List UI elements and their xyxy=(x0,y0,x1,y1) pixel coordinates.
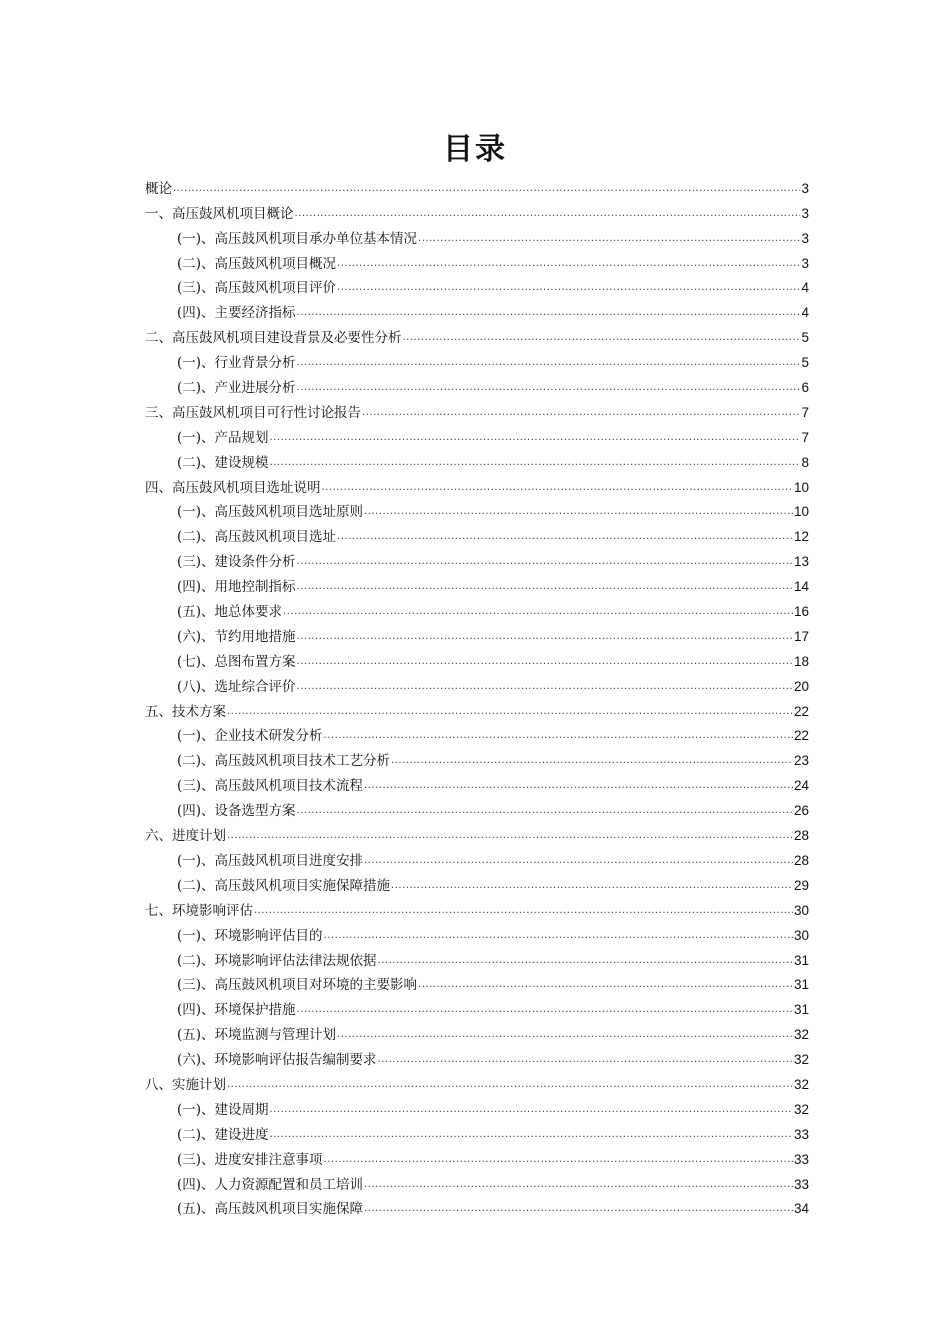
toc-entry[interactable] xyxy=(145,820,809,845)
toc-dot-leader xyxy=(364,854,793,868)
toc-entry-page-number: 33 xyxy=(793,1126,809,1142)
toc-entry-label: (四)、用地控制指标 xyxy=(177,579,296,596)
toc-entry-label: 五、技术方案 xyxy=(145,703,226,720)
toc-entry[interactable] xyxy=(145,970,809,995)
toc-entry-label: (二)、建设规模 xyxy=(177,454,269,471)
toc-entry[interactable] xyxy=(145,696,809,721)
toc-entry-label: (一)、企业技术研发分析 xyxy=(177,728,323,745)
toc-entry-label: (三)、进度安排注意事项 xyxy=(177,1151,323,1168)
toc-dot-leader xyxy=(322,481,793,495)
toc-dot-leader xyxy=(364,505,793,519)
toc-entry[interactable] xyxy=(145,372,809,397)
toc-entry[interactable] xyxy=(145,895,809,920)
toc-dot-leader xyxy=(418,232,800,246)
toc-dot-leader xyxy=(297,580,793,594)
toc-dot-leader xyxy=(403,331,801,345)
toc-dot-leader xyxy=(297,680,793,694)
toc-entry-page-number: 16 xyxy=(793,604,809,620)
toc-entry-label: (五)、环境监测与管理计划 xyxy=(177,1027,337,1044)
toc-entry[interactable] xyxy=(145,248,809,273)
toc-entry-label: (一)、建设周期 xyxy=(177,1101,269,1118)
toc-entry-page-number: 32 xyxy=(793,1101,809,1117)
toc-entry-page-number: 31 xyxy=(793,952,809,968)
toc-dot-leader xyxy=(391,879,793,893)
toc-entry-label: (一)、高压鼓风机项目承办单位基本情况 xyxy=(177,230,418,247)
toc-dot-leader xyxy=(337,281,800,295)
toc-entry-label: (四)、设备选型方案 xyxy=(177,803,296,820)
toc-entry-page-number: 3 xyxy=(801,230,809,246)
toc-entry-page-number: 32 xyxy=(793,1076,809,1092)
toc-entry-page-number: 32 xyxy=(793,1052,809,1068)
toc-entry-label: (二)、高压鼓风机项目选址 xyxy=(177,529,337,546)
toc-entry-page-number: 26 xyxy=(793,803,809,819)
toc-entry[interactable] xyxy=(145,621,809,646)
toc-entry-page-number: 18 xyxy=(793,653,809,669)
toc-entry[interactable] xyxy=(145,1169,809,1194)
toc-entry-label: (四)、主要经济指标 xyxy=(177,305,296,322)
toc-entry-label: (三)、高压鼓风机项目技术流程 xyxy=(177,778,364,795)
toc-dot-leader xyxy=(378,954,793,968)
toc-entry-label: (一)、行业背景分析 xyxy=(177,355,296,372)
toc-entry[interactable] xyxy=(145,297,809,322)
toc-entry-page-number: 28 xyxy=(793,828,809,844)
toc-dot-leader xyxy=(364,1178,793,1192)
toc-entry-label: (二)、高压鼓风机项目实施保障措施 xyxy=(177,877,391,894)
toc-entry[interactable] xyxy=(145,646,809,671)
toc-dot-leader xyxy=(337,257,800,271)
toc-entry-label: (六)、环境影响评估报告编制要求 xyxy=(177,1052,377,1069)
toc-entry-page-number: 24 xyxy=(793,778,809,794)
toc-entry-page-number: 5 xyxy=(801,355,809,371)
toc-entry-label: (五)、高压鼓风机项目实施保障 xyxy=(177,1201,364,1218)
toc-entry-label: (二)、高压鼓风机项目概况 xyxy=(177,255,337,272)
toc-entry[interactable] xyxy=(145,845,809,870)
toc-entry-page-number: 14 xyxy=(793,579,809,595)
toc-dot-leader xyxy=(324,729,793,743)
toc-entry-label: 一、高压鼓风机项目概论 xyxy=(145,205,294,222)
toc-dot-leader xyxy=(227,1078,793,1092)
toc-dot-leader xyxy=(297,356,801,370)
toc-entry-label: (一)、产品规划 xyxy=(177,429,269,446)
toc-entry[interactable] xyxy=(145,1194,809,1219)
toc-dot-leader xyxy=(324,1153,793,1167)
toc-dot-leader xyxy=(362,406,800,420)
toc-entry-label: 三、高压鼓风机项目可行性讨论报告 xyxy=(145,404,361,421)
toc-entry[interactable] xyxy=(145,1069,809,1094)
toc-entry[interactable] xyxy=(145,198,809,223)
toc-entry-label: 六、进度计划 xyxy=(145,828,226,845)
toc-entry-page-number: 33 xyxy=(793,1151,809,1167)
toc-entry[interactable] xyxy=(145,945,809,970)
toc-entry-label: (六)、节约用地措施 xyxy=(177,628,296,645)
toc-entry[interactable] xyxy=(145,1044,809,1069)
toc-dot-leader xyxy=(337,1028,793,1042)
toc-entry-page-number: 6 xyxy=(801,380,809,396)
toc-entry[interactable] xyxy=(145,745,809,770)
toc-entry-label: 七、环境影响评估 xyxy=(145,902,253,919)
toc-entry-label: (二)、环境影响评估法律法规依据 xyxy=(177,952,377,969)
toc-dot-leader xyxy=(254,904,793,918)
toc-entry-label: 二、高压鼓风机项目建设背景及必要性分析 xyxy=(145,330,402,347)
toc-dot-leader xyxy=(270,1103,793,1117)
toc-dot-leader xyxy=(227,705,793,719)
toc-entry-label: (二)、高压鼓风机项目技术工艺分析 xyxy=(177,753,391,770)
toc-entry[interactable] xyxy=(145,1144,809,1169)
toc-entry-page-number: 8 xyxy=(801,454,809,470)
toc-dot-leader xyxy=(283,605,793,619)
page-title: 目录 xyxy=(443,132,507,167)
toc-entry-label: (二)、产业进展分析 xyxy=(177,380,296,397)
toc-entry[interactable] xyxy=(145,596,809,621)
toc-entry-label: (一)、环境影响评估目的 xyxy=(177,927,323,944)
toc-entry-page-number: 31 xyxy=(793,977,809,993)
toc-entry[interactable] xyxy=(145,721,809,746)
toc-entry[interactable] xyxy=(145,422,809,447)
toc-entry[interactable] xyxy=(145,546,809,571)
toc-dot-leader xyxy=(364,1202,793,1216)
toc-dot-leader xyxy=(418,978,793,992)
toc-entry-page-number: 7 xyxy=(801,404,809,420)
toc-dot-leader xyxy=(297,306,801,320)
toc-entry-page-number: 28 xyxy=(793,852,809,868)
toc-entry-page-number: 13 xyxy=(793,554,809,570)
toc-entry-label: (五)、地总体要求 xyxy=(177,604,283,621)
toc-entry-page-number: 33 xyxy=(793,1176,809,1192)
toc-entry[interactable] xyxy=(145,397,809,422)
toc-entry-page-number: 17 xyxy=(793,628,809,644)
toc-entry-label: (二)、建设进度 xyxy=(177,1126,269,1143)
toc-entry[interactable] xyxy=(145,173,809,198)
toc-entry-page-number: 4 xyxy=(801,280,809,296)
table-of-contents xyxy=(145,173,809,1218)
toc-entry[interactable] xyxy=(145,447,809,472)
toc-entry-page-number: 3 xyxy=(801,205,809,221)
toc-dot-leader xyxy=(227,829,793,843)
toc-entry[interactable] xyxy=(145,521,809,546)
toc-dot-leader xyxy=(297,655,793,669)
toc-entry[interactable] xyxy=(145,795,809,820)
toc-dot-leader xyxy=(337,530,793,544)
toc-entry-label: 四、高压鼓风机项目选址说明 xyxy=(145,479,321,496)
toc-entry-page-number: 12 xyxy=(793,529,809,545)
toc-entry-page-number: 3 xyxy=(801,255,809,271)
toc-dot-leader xyxy=(270,431,801,445)
toc-entry[interactable] xyxy=(145,870,809,895)
toc-dot-leader xyxy=(173,182,800,196)
toc-dot-leader xyxy=(364,779,793,793)
toc-entry[interactable] xyxy=(145,1094,809,1119)
toc-dot-leader xyxy=(391,754,793,768)
toc-entry-label: (三)、建设条件分析 xyxy=(177,554,296,571)
toc-entry-label: (一)、高压鼓风机项目进度安排 xyxy=(177,852,364,869)
toc-entry-page-number: 22 xyxy=(793,728,809,744)
toc-dot-leader xyxy=(324,929,793,943)
toc-entry-page-number: 32 xyxy=(793,1027,809,1043)
toc-entry-page-number: 10 xyxy=(793,479,809,495)
toc-entry-page-number: 5 xyxy=(801,330,809,346)
toc-entry-label: (四)、人力资源配置和员工培训 xyxy=(177,1176,364,1193)
toc-entry-page-number: 30 xyxy=(793,927,809,943)
toc-dot-leader xyxy=(270,456,801,470)
toc-entry-page-number: 3 xyxy=(801,180,809,196)
toc-entry-page-number: 34 xyxy=(793,1201,809,1217)
toc-entry-label: (四)、环境保护措施 xyxy=(177,1002,296,1019)
toc-dot-leader xyxy=(270,1128,793,1142)
toc-entry[interactable] xyxy=(145,920,809,945)
toc-entry-label: (一)、高压鼓风机项目选址原则 xyxy=(177,504,364,521)
toc-entry-label: (三)、高压鼓风机项目对环境的主要影响 xyxy=(177,977,418,994)
toc-entry[interactable] xyxy=(145,322,809,347)
toc-entry[interactable] xyxy=(145,273,809,298)
toc-entry-label: 概论 xyxy=(145,180,172,197)
toc-entry[interactable] xyxy=(145,994,809,1019)
toc-entry-label: (七)、总图布置方案 xyxy=(177,653,296,670)
toc-entry[interactable] xyxy=(145,770,809,795)
toc-entry[interactable] xyxy=(145,347,809,372)
toc-dot-leader xyxy=(378,1053,793,1067)
toc-dot-leader xyxy=(297,381,801,395)
toc-entry-page-number: 7 xyxy=(801,429,809,445)
toc-entry-page-number: 4 xyxy=(801,305,809,321)
toc-dot-leader xyxy=(297,555,793,569)
toc-dot-leader xyxy=(297,804,793,818)
toc-entry-label: (三)、高压鼓风机项目评价 xyxy=(177,280,337,297)
toc-entry-page-number: 22 xyxy=(793,703,809,719)
toc-entry-label: (八)、选址综合评价 xyxy=(177,678,296,695)
toc-entry[interactable] xyxy=(145,671,809,696)
toc-entry-page-number: 23 xyxy=(793,753,809,769)
toc-entry-page-number: 20 xyxy=(793,678,809,694)
toc-entry[interactable] xyxy=(145,1119,809,1144)
toc-entry-label: 八、实施计划 xyxy=(145,1076,226,1093)
toc-entry[interactable] xyxy=(145,571,809,596)
toc-dot-leader xyxy=(295,207,801,221)
toc-entry-page-number: 29 xyxy=(793,877,809,893)
toc-entry[interactable] xyxy=(145,497,809,522)
toc-entry[interactable] xyxy=(145,1019,809,1044)
toc-dot-leader xyxy=(297,1003,793,1017)
toc-dot-leader xyxy=(297,630,793,644)
toc-entry-page-number: 10 xyxy=(793,504,809,520)
toc-entry[interactable] xyxy=(145,472,809,497)
toc-entry-page-number: 31 xyxy=(793,1002,809,1018)
toc-entry[interactable] xyxy=(145,223,809,248)
toc-entry-page-number: 30 xyxy=(793,902,809,918)
